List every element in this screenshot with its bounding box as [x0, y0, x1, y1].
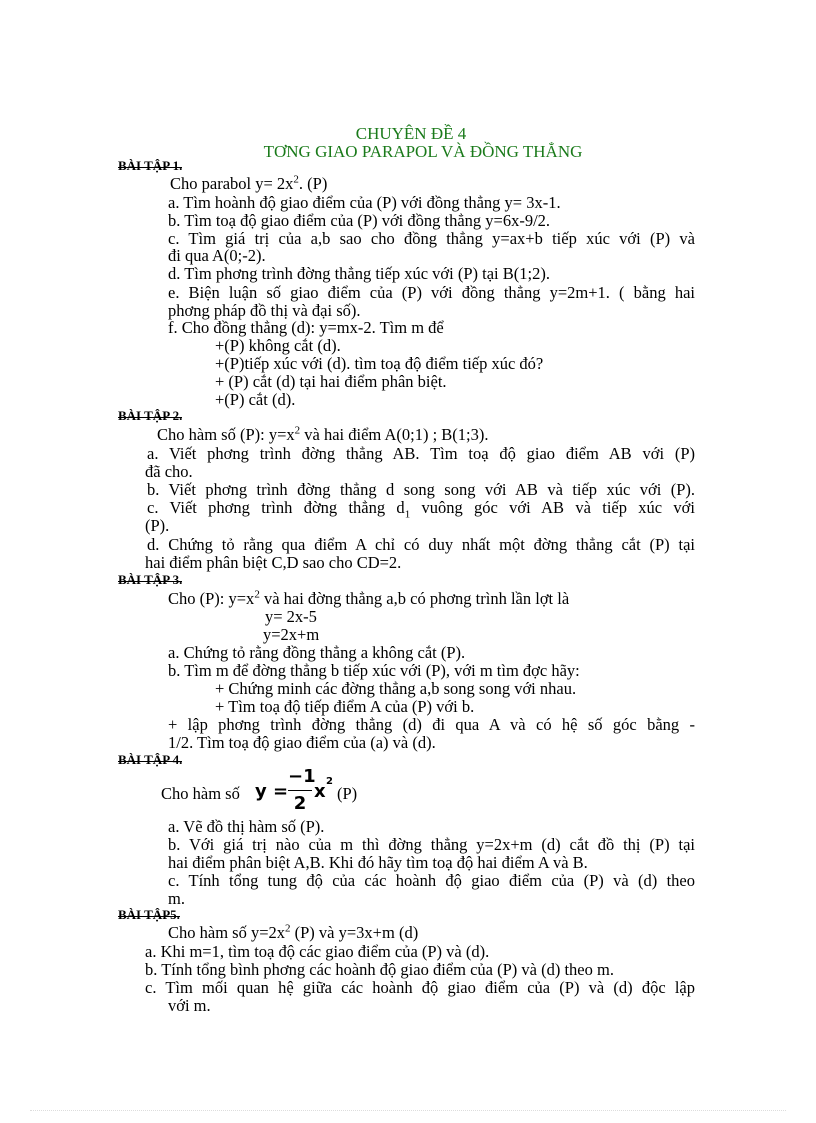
exercise-4-b-line1: b. Với giá trị nào của m thì đờng thẳng y=2x+m (d) cắt đồ thị (P) tại: [168, 835, 695, 854]
exercise-4-formula-numerator: −1: [288, 766, 316, 787]
exercise-3-heading: BÀI TẬP 3.: [118, 572, 183, 587]
exercise-4-a: a. Vẽ đồ thị hàm số (P).: [168, 817, 325, 836]
exercise-4-intro-p: (P): [337, 784, 358, 803]
exercise-4-formula-denominator: 2: [293, 793, 307, 814]
exercise-5-a: a. Khi m=1, tìm toạ độ các giao điểm của (P) và (d).: [145, 942, 490, 961]
exercise-1-f-item2: +(P)tiếp xúc với (d). tìm toạ độ điểm tiếp xúc đó?: [215, 354, 544, 373]
exercise-4-formula-y: y =: [255, 781, 289, 802]
exercise-2-c-line2: (P).: [145, 516, 170, 535]
exercise-3-b: b. Tìm m để đờng thẳng b tiếp xúc với (P), với m tìm đợc hãy:: [168, 661, 580, 680]
exercise-2-a-line1: a. Viết phơng trình đờng thẳng AB. Tìm toạ độ giao điểm AB với (P): [147, 444, 695, 463]
exercise-3-intro: Cho (P): $y=x^2$ và hai đờng thẳng a,b có phơng trình lần lợt là: [168, 588, 570, 608]
exercise-1-heading: BÀI TẬP 1.: [118, 158, 183, 173]
doc-title-line2: TƠNG GIAO PARAPOL VÀ ĐỒNG THẲNG: [263, 142, 583, 161]
exercise-4-c-line1: c. Tính tổng tung độ của các hoành độ giao điểm của (P) và (d) theo: [168, 871, 695, 890]
exercise-2-a-line2: đã cho.: [145, 462, 193, 481]
exercise-4-heading: BÀI TẬP 4.: [118, 752, 183, 767]
exercise-3-eq2: y=2x+m: [263, 625, 320, 644]
exercise-1-a: a. Tìm hoành độ giao điểm của (P) với đồng thẳng y= 3x-1.: [168, 193, 561, 212]
exercise-2-c-line1: c. Viết phơng trình đờng thẳng $d_1$ vuông góc với AB và tiếp xúc với: [147, 498, 695, 521]
exercise-1-f-item4: +(P) cắt (d).: [215, 390, 296, 409]
exercise-1-f-item3: + (P) cắt (d) tại hai điểm phân biệt.: [215, 372, 447, 391]
exercise-1-c-line1: c. Tìm giá trị của a,b sao cho đồng thẳng y=ax+b tiếp xúc với (P) và: [168, 229, 695, 248]
exercise-4-formula-exponent: 2: [326, 776, 333, 787]
exercise-4-c-line2: m.: [168, 889, 185, 908]
exercise-1-e-line2: phơng pháp đồ thị và đại số).: [168, 301, 361, 320]
exercise-1-b: b. Tìm toạ độ giao điểm của (P) với đồng thẳng y=6x-9/2.: [168, 211, 551, 230]
exercise-5-c-line2: với m.: [168, 996, 211, 1015]
exercise-3-eq1: y= 2x-5: [265, 607, 317, 626]
exercise-4-intro-label: Cho hàm số: [161, 784, 240, 803]
exercise-2-intro: Cho hàm số (P): $y=x^2$ và hai điểm A(0;1) ; B(1;3).: [157, 424, 489, 444]
exercise-1-e-line1: e. Biện luận số giao điểm của (P) với đồng thẳng y=2m+1. ( bằng hai: [168, 283, 695, 302]
exercise-3-c-line1: + lập phơng trình đờng thẳng (d) đi qua A và có hệ số góc bằng -: [168, 715, 695, 734]
exercise-2-b: b. Viết phơng trình đờng thẳng d song song với AB và tiếp xúc với (P).: [147, 480, 695, 499]
exercise-3-b-item2: + Tìm toạ độ tiếp điểm A của (P) với b.: [215, 697, 475, 716]
exercise-2-d-line1: d. Chứng tỏ rằng qua điểm A chỉ có duy nhất một đờng thẳng cắt (P) tại: [147, 535, 695, 554]
exercise-1-c-line2: đi qua A(0;-2).: [168, 246, 266, 265]
exercise-3-c-line2: 1/2. Tìm toạ độ giao điểm của (a) và (d).: [168, 733, 436, 752]
doc-title-line1: CHUYÊN ĐỀ 4: [355, 124, 467, 143]
exercise-5-c-line1: c. Tìm mối quan hệ giữa các hoành độ giao điểm của (P) và (d) độc lập: [145, 978, 695, 997]
exercise-1-f-item1: +(P) không cắt (d).: [215, 336, 341, 355]
exercise-2-heading: BÀI TẬP 2.: [118, 408, 183, 423]
exercise-3-a: a. Chứng tỏ rằng đồng thẳng a không cắt (P).: [168, 643, 466, 662]
page-bottom-divider: [30, 1110, 786, 1111]
exercise-1-intro: Cho parabol $y= 2x^2$. (P): [170, 173, 328, 193]
exercise-4-fraction-bar: [288, 790, 312, 791]
exercise-1-f: f. Cho đồng thẳng (d): y=mx-2. Tìm m để: [168, 318, 444, 337]
exercise-2-d-line2: hai điểm phân biệt C,D sao cho CD=2.: [145, 553, 402, 572]
exercise-4-formula-x: x: [314, 781, 326, 802]
exercise-3-b-item1: + Chứng minh các đờng thẳng a,b song song với nhau.: [215, 679, 577, 698]
exercise-5-b: b. Tính tổng bình phơng các hoành độ giao điểm của (P) và (d) theo m.: [145, 960, 614, 979]
exercise-1-d: d. Tìm phơng trình đờng thẳng tiếp xúc với (P) tại B(1;2).: [168, 264, 550, 283]
exercise-5-intro: Cho hàm số $y=2x^2$ (P) và y=3x+m (d): [168, 922, 419, 942]
exercise-4-b-line2: hai điểm phân biệt A,B. Khi đó hãy tìm toạ độ hai điểm A và B.: [168, 853, 588, 872]
exercise-5-heading: BÀI TẬP5.: [118, 907, 180, 922]
